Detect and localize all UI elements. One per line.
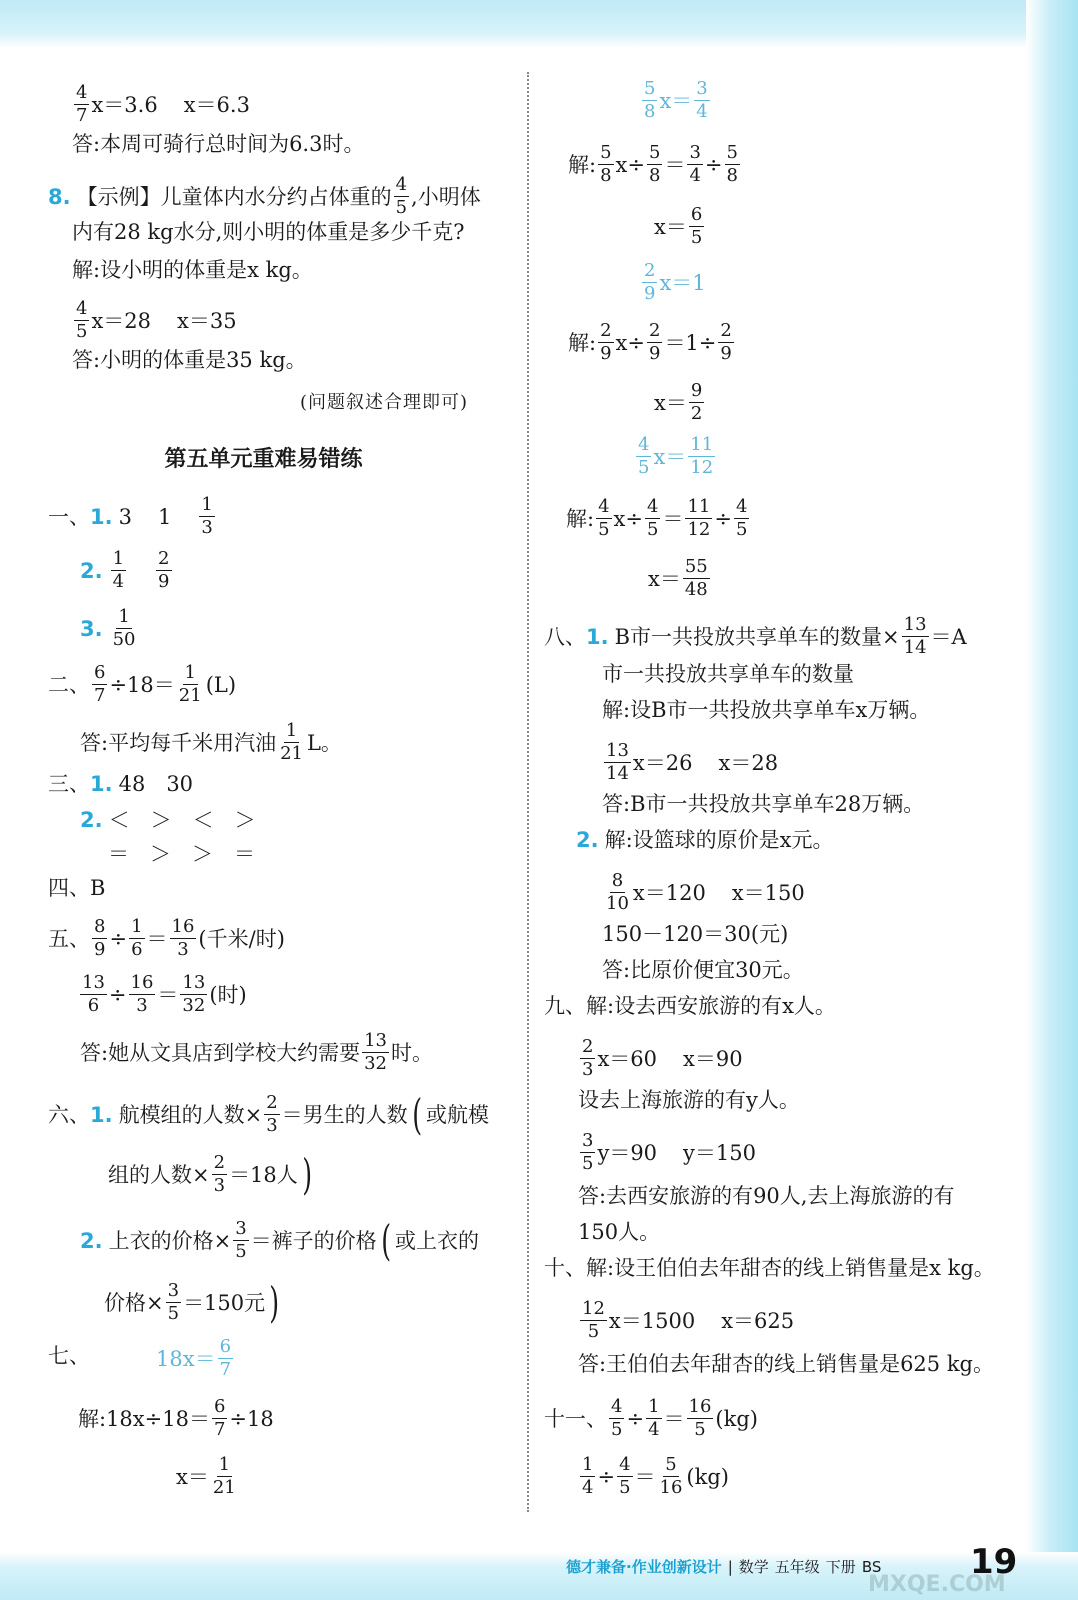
equation-text: x＝: [659, 88, 693, 113]
equation-text: x＝: [648, 566, 681, 591]
equation-text: 解:: [568, 152, 597, 177]
item-number: 1.: [90, 1102, 113, 1127]
item-number: 2.: [80, 558, 103, 583]
equation-text: x＝60: [597, 1046, 658, 1071]
equation-text: x＝3.6: [91, 92, 158, 117]
section-9: 九、解:设去西安旅游的有x人。: [544, 994, 836, 1018]
equation-text: ＝男生的人数: [281, 1102, 408, 1127]
answer-line: 答:本周可骑行总时间为6.3时。: [72, 132, 365, 156]
equation-line: 13 14 x＝26 x＝28: [606, 740, 779, 784]
equation-line: 8 10 x＝120 x＝150: [606, 870, 805, 914]
answer-line: 答:小明的体重是35 kg。: [72, 348, 307, 372]
answer-line: 答:比原价便宜30元。: [602, 958, 804, 982]
section-10: 十、解:设王伯伯去年甜杏的线上销售量是x kg。: [544, 1256, 995, 1280]
equation-text: ＝A: [930, 624, 967, 649]
item-2: 2. 上衣的价格× $\frac{3}{5}$ ＝裤子的价格 ( 或上衣的: [80, 1215, 480, 1265]
equation-text: ＝裤子的价格: [250, 1228, 377, 1253]
question-text: ,小明体: [411, 184, 481, 209]
unit-text: (千米/时): [198, 926, 285, 951]
item-number: 1.: [586, 624, 609, 649]
equation-line: 2 3 x＝60 x＝90: [582, 1036, 743, 1080]
section-label: 十一、: [544, 1406, 607, 1431]
equation-text: 解:: [566, 506, 595, 531]
right-paren: ): [302, 1149, 312, 1199]
item-2: [80, 806, 256, 834]
equation-line: 12 5 x＝1500 x＝625: [582, 1298, 795, 1342]
section-label: 二、: [48, 672, 90, 697]
equation-text: x＝: [654, 214, 687, 239]
answer-text: 时。: [390, 1040, 433, 1065]
equation-text: B市一共投放共享单车的数量×: [614, 624, 900, 649]
result-line: x＝ 1 21: [176, 1454, 236, 1498]
question-8: 8. 【示例】儿童体内水分约占体重的 4 5 ,小明体: [48, 174, 481, 218]
item-number: 1.: [90, 504, 113, 529]
result-line: x＝ 55 48: [648, 556, 708, 600]
section-label: 六、: [48, 1102, 90, 1127]
section-4: 四、B: [48, 876, 106, 900]
question-text: 内有28 kg水分,则小明的体重是多少千克?: [72, 220, 465, 244]
equation-text: x＝: [654, 390, 687, 415]
equation-text: x＝28: [91, 308, 152, 333]
watermark-text: MXQE.COM: [868, 1572, 1006, 1597]
page-footer: [566, 1556, 881, 1577]
section-label: 三、: [48, 772, 90, 796]
equation-text: ÷18＝: [109, 672, 175, 697]
item-3: 3. 1 50: [80, 606, 136, 650]
footer-brand: 德才兼备·作业创新设计: [566, 1558, 722, 1576]
alt-text: 组的人数×: [108, 1162, 210, 1187]
equation-text: x＝: [176, 1464, 209, 1489]
answer-text: 答:平均每千米用汽油: [80, 730, 277, 755]
equation-text: x＝1500: [608, 1308, 696, 1333]
equation-line: 3 5 y＝90 y＝150: [582, 1130, 756, 1174]
unit-text: (时): [209, 982, 247, 1007]
solution-line: 解:设B市一共投放共享单车x万辆。: [602, 698, 931, 722]
equation-line: 4 7 x＝3.6 x＝6.3: [76, 82, 250, 126]
equation-text: 航模组的人数×: [118, 1102, 263, 1127]
answer-line: 答:王伯伯去年甜杏的线上销售量是625 kg。: [578, 1352, 994, 1376]
section-6: 六、 1. 航模组的人数× $\frac{2}{3}$ ＝男生的人数 ( 或航模: [48, 1089, 490, 1139]
equation-text: x＝1: [659, 270, 706, 295]
top-border: [0, 0, 1078, 48]
unit-text: (kg): [715, 1406, 758, 1431]
equation-text: x＝28: [718, 750, 779, 775]
right-border: [1026, 0, 1078, 1600]
alt-text: 或航模: [426, 1102, 490, 1127]
unit-text: (L): [205, 672, 237, 697]
equation-text: x＝6.3: [183, 92, 250, 117]
left-paren: (: [380, 1215, 391, 1265]
equation-text: 解:18x÷18＝: [78, 1406, 210, 1431]
answer-text: 答:她从文具店到学校大约需要: [80, 1040, 361, 1065]
equation-text: ＝1÷: [664, 330, 717, 355]
equation-text: 市一共投放共享单车的数量: [602, 662, 854, 686]
solution-line: 解:18x÷18＝ $\frac{6}{7}$ ÷18: [78, 1396, 274, 1440]
alt-text: 价格×: [104, 1290, 164, 1315]
column-divider: [527, 72, 529, 1512]
equation-text: x＝150: [731, 880, 805, 905]
equation-text: 解:: [568, 330, 597, 355]
section-label: 七、: [48, 1344, 90, 1368]
equation-text: x＝35: [177, 308, 237, 333]
alt-text: ＝150元: [183, 1290, 266, 1315]
section-label: 五、: [48, 926, 90, 951]
equation-text: ÷18: [229, 1406, 274, 1431]
item-number: 2.: [576, 828, 599, 852]
right-paren: ): [269, 1277, 280, 1327]
note-text: (问题叙述合理即可): [300, 392, 469, 413]
section-8: 八、 1. B市一共投放共享单车的数量× $\frac{13}{14}$ ＝A: [544, 614, 967, 658]
blue-equation: 4 5 x＝ 11 12: [638, 434, 714, 478]
item-number: 1.: [90, 772, 113, 796]
section-heading: 第五单元重难易错练: [164, 447, 363, 472]
equation-line: 价格× $\frac{3}{5}$ ＝150元 ): [104, 1277, 280, 1327]
section-label: 一、: [48, 504, 90, 529]
equation-text: x＝90: [683, 1046, 743, 1071]
blue-equation: 2 9 x＝1: [644, 260, 706, 304]
equation-line: 1 4 ÷ 4 5 ＝ 5 16 (kg): [582, 1454, 729, 1498]
answer-line: 答:去西安旅游的有90人,去上海旅游的有: [578, 1184, 955, 1208]
equation-line: 4 5 x＝28 x＝35: [76, 298, 237, 342]
item-number: 2.: [80, 1228, 103, 1253]
alt-text: 或上衣的: [395, 1228, 480, 1253]
equation-line: 组的人数× $\frac{2}{3}$ ＝18人 ): [108, 1149, 312, 1199]
section-7: [48, 1342, 90, 1370]
equation-text: x＝625: [721, 1308, 795, 1333]
answer-value: 1: [157, 504, 172, 529]
item-2: 2. 1 4 2 9: [80, 548, 170, 592]
answer-value: 3: [118, 504, 132, 529]
answer-line: 答:平均每千米用汽油 1 21 L。: [80, 720, 342, 764]
result-line: x＝ 6 5: [654, 204, 703, 248]
left-paren: (: [411, 1089, 422, 1139]
footer-subject: 数学: [738, 1558, 769, 1576]
equation-text: 上衣的价格×: [108, 1228, 232, 1253]
equation-text: x＝: [653, 444, 687, 469]
solution-line: 设去上海旅游的有y人。: [578, 1088, 800, 1112]
answer-value: 48 30: [118, 772, 194, 796]
equation-text: x＝26: [632, 750, 693, 775]
answer-line: 答:B市一共投放共享单车28万辆。: [602, 792, 925, 816]
answer-text: L。: [306, 730, 342, 755]
footer-grade: 五年级: [774, 1558, 820, 1576]
section-label: 八、: [544, 624, 586, 649]
equation-text: 18x＝: [156, 1346, 216, 1371]
section-5: 五、 8 9 ÷ 1 6 ＝ 16 3 (千米/时): [48, 916, 285, 960]
section-11: 十一、 4 5 ÷ 1 4 ＝ 16 5 (kg): [544, 1396, 758, 1440]
footer-separator: |: [727, 1557, 733, 1576]
footer-edition: BS: [861, 1557, 882, 1576]
blue-equation: 5 8 x＝ 3 4: [644, 78, 708, 122]
solution-line: 解: 2 9 x÷ 2 9 ＝1÷ $\frac{2}{9}$: [568, 320, 732, 364]
question-number: 8.: [48, 184, 71, 209]
equation-line: 13 6 ÷ 16 3 ＝ 13 32 (时): [82, 972, 247, 1016]
section-3: [48, 770, 193, 798]
solution-line: 解:设篮球的原价是x元。: [604, 828, 834, 852]
equation-line: 150－120＝30(元): [602, 922, 789, 946]
page-number: 19: [970, 1542, 1018, 1582]
solution-line: 解: 5 8 x÷ 5 8 ＝ 3 4 ÷ 5 8: [568, 142, 738, 186]
alt-text: ＝18人: [229, 1162, 298, 1187]
comparison-row: ＝ ＞ ＞ ＝: [108, 842, 255, 866]
unit-text: (kg): [686, 1464, 729, 1489]
question-text: 【示例】儿童体内水分约占体重的: [76, 184, 392, 209]
item-number: 3.: [80, 616, 103, 641]
item-2: [576, 826, 834, 854]
comparison-row: ＜ ＞ ＜ ＞: [108, 808, 256, 832]
equation-text: y＝150: [683, 1140, 756, 1165]
blue-equation: 18x＝ 6 7: [156, 1336, 232, 1380]
result-line: x＝ 9 2: [654, 380, 703, 424]
footer-term: 下册: [825, 1558, 856, 1576]
item-number: 2.: [80, 808, 103, 832]
equation-text: x＝120: [632, 880, 706, 905]
solution-line: 解:设小明的体重是x kg。: [72, 258, 313, 282]
equation-text: y＝90: [597, 1140, 658, 1165]
solution-line: 解: 4 5 x÷ 4 5 ＝ 11 12 ÷ 4 5: [566, 496, 748, 540]
section-1: 一、 1. 3 1 1 3: [48, 494, 213, 538]
answer-line: 150人。: [578, 1220, 661, 1244]
answer-line: 答:她从文具店到学校大约需要 13 32 时。: [80, 1030, 433, 1074]
section-2: 二、 $\frac{6}{7}$ ÷18＝ 1 21 (L): [48, 662, 237, 706]
